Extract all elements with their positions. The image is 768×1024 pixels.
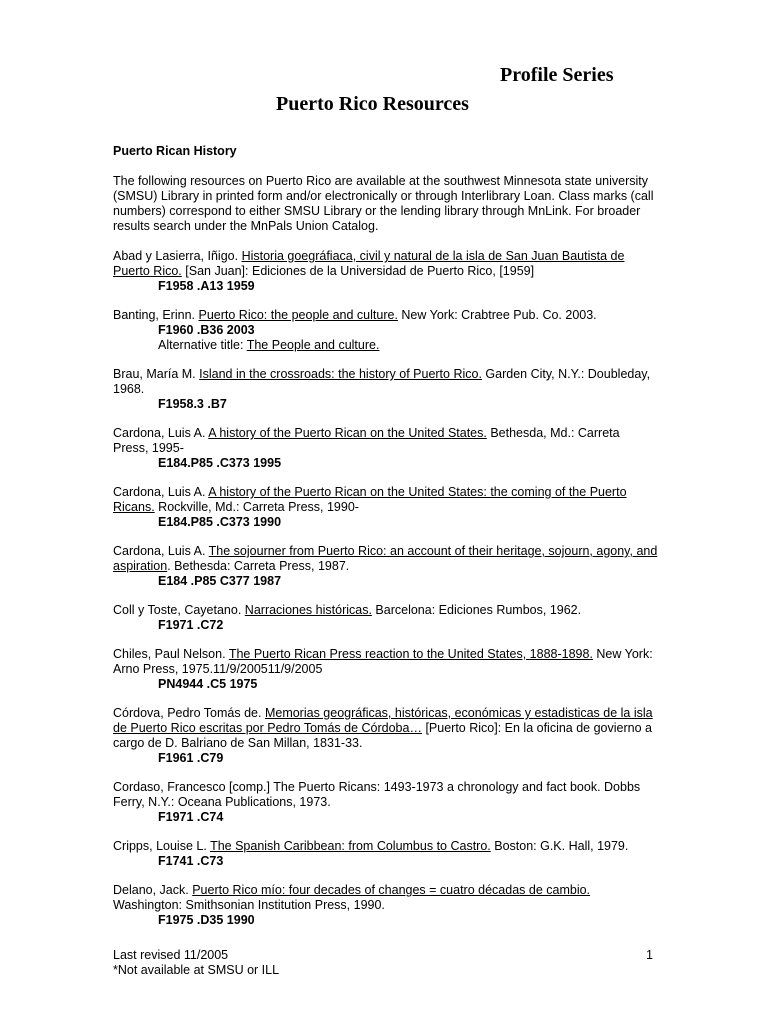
bibliography-entry [113, 249, 658, 294]
entry-publication: Barcelona: Ediciones Rumbos, 1962. [375, 603, 582, 617]
entry-author: Cordaso, Francesco [comp.] [113, 780, 271, 794]
call-number: E184.P85 .C373 1990 [158, 515, 282, 529]
call-number: F1975 .D35 1990 [158, 913, 255, 927]
entry-author: Cardona, Luis A. [113, 485, 206, 499]
call-number: F1958.3 .B7 [158, 397, 227, 411]
call-number: F1958 .A13 1959 [158, 279, 255, 293]
alternative-title: The People and culture. [246, 338, 380, 352]
entry-publication: [Puerto Rico]: En la oficina de govierno a cargo de D. Balriano de San Millan, 1831-33. [113, 721, 652, 750]
entry-publication: New York: Arno Press, 1975.11/9/200511/9/2005 [113, 647, 653, 676]
entry-title: Narraciones históricas. [244, 603, 372, 617]
entry-title: Historia goegráfiaca, civil y natural de la isla de San Juan Bautista de Puerto Rico. [113, 249, 625, 278]
call-number: E184 .P85 C377 1987 [158, 574, 282, 588]
entry-publication: The Puerto Ricans: 1493-1973 a chronology and fact book. Dobbs Ferry, N.Y.: Oceana Publications, 1973. [113, 780, 641, 809]
page-number: 1 [646, 948, 653, 962]
entry-author: Coll y Toste, Cayetano. [113, 603, 242, 617]
availability-note: *Not available at SMSU or ILL [113, 963, 280, 977]
bibliography-entry [113, 883, 658, 928]
entry-title: A history of the Puerto Rican on the United States: the coming of the Puerto Ricans. [113, 485, 627, 514]
section-heading: Puerto Rican History [113, 144, 237, 158]
call-number: E184.P85 .C373 1995 [158, 456, 282, 470]
entry-title: The Puerto Rican Press reaction to the United States, 1888-1898. [228, 647, 593, 661]
bibliography-entry [113, 485, 658, 530]
alternative-title-label: Alternative title: [158, 338, 244, 352]
bibliography-entry [113, 367, 658, 412]
entry-publication: Boston: G.K. Hall, 1979. [494, 839, 629, 853]
entry-publication: Rockville, Md.: Carreta Press, 1990- [158, 500, 359, 514]
bibliography-entry [113, 603, 658, 633]
intro-paragraph: The following resources on Puerto Rico are available at the southwest Minnesota state university (SMSU) Library in printed form and/or electronically or through Interlibrary Loan. Class marks (call numbers) correspond to either SMSU Library or the lending library through MnLink. For broader results search under the MnPals Union Catalog. [113, 174, 654, 233]
entry-publication: [San Juan]: Ediciones de la Universidad de Puerto Rico, [1959] [185, 264, 535, 278]
alternative-title-line [158, 338, 658, 353]
entry-title: The Spanish Caribbean: from Columbus to Castro. [210, 839, 491, 853]
entry-author: Banting, Erinn. [113, 308, 195, 322]
entry-author: Cardona, Luis A. [113, 544, 206, 558]
last-revised: Last revised 11/2005 [113, 948, 229, 962]
call-number: F1971 .C72 [158, 618, 224, 632]
bibliography-entry [113, 647, 658, 692]
entry-title: Puerto Rico: the people and culture. [198, 308, 398, 322]
entry-publication: Washington: Smithsonian Institution Press, 1990. [113, 898, 385, 912]
call-number: F1960 .B36 2003 [158, 323, 255, 337]
bibliography-list [113, 249, 658, 942]
bibliography-entry [113, 308, 658, 353]
entry-author: Abad y Lasierra, Iñigo. [113, 249, 239, 263]
call-number: F1741 .C73 [158, 854, 224, 868]
call-number: PN4944 .C5 1975 [158, 677, 258, 691]
bibliography-entry [113, 544, 658, 589]
bibliography-entry [113, 780, 658, 825]
entry-publication: Bethesda, Md.: Carreta Press, 1995- [113, 426, 620, 455]
entry-author: Brau, María M. [113, 367, 196, 381]
entry-author: Cripps, Louise L. [113, 839, 207, 853]
entry-author: Córdova, Pedro Tomás de. [113, 706, 262, 720]
bibliography-entry [113, 426, 658, 471]
call-number: F1971 .C74 [158, 810, 224, 824]
bibliography-entry [113, 839, 658, 869]
entry-author: Cardona, Luis A. [113, 426, 206, 440]
entry-publication: New York: Crabtree Pub. Co. 2003. [401, 308, 597, 322]
entry-author: Delano, Jack. [113, 883, 189, 897]
series-title: Profile Series [500, 64, 614, 86]
entry-title: Memorias geográficas, históricas, económicas y estadisticas de la isla de Puerto Rico escritas por Pedro Tomás de Córdoba… [113, 706, 653, 735]
bibliography-entry [113, 706, 658, 766]
entry-title: A history of the Puerto Rican on the United States. [208, 426, 487, 440]
entry-author: Chiles, Paul Nelson. [113, 647, 226, 661]
entry-title: Island in the crossroads: the history of Puerto Rico. [199, 367, 482, 381]
call-number: F1961 .C79 [158, 751, 224, 765]
page-title: Puerto Rico Resources [276, 93, 469, 115]
entry-publication: Garden City, N.Y.: Doubleday, 1968. [113, 367, 651, 396]
entry-title: Puerto Rico mío: four decades of changes = cuatro décadas de cambio. [192, 883, 591, 897]
footer [113, 948, 279, 978]
entry-publication: . Bethesda: Carreta Press, 1987. [167, 559, 350, 573]
entry-title: The sojourner from Puerto Rico: an account of their heritage, sojourn, agony, and aspiration [113, 544, 658, 573]
